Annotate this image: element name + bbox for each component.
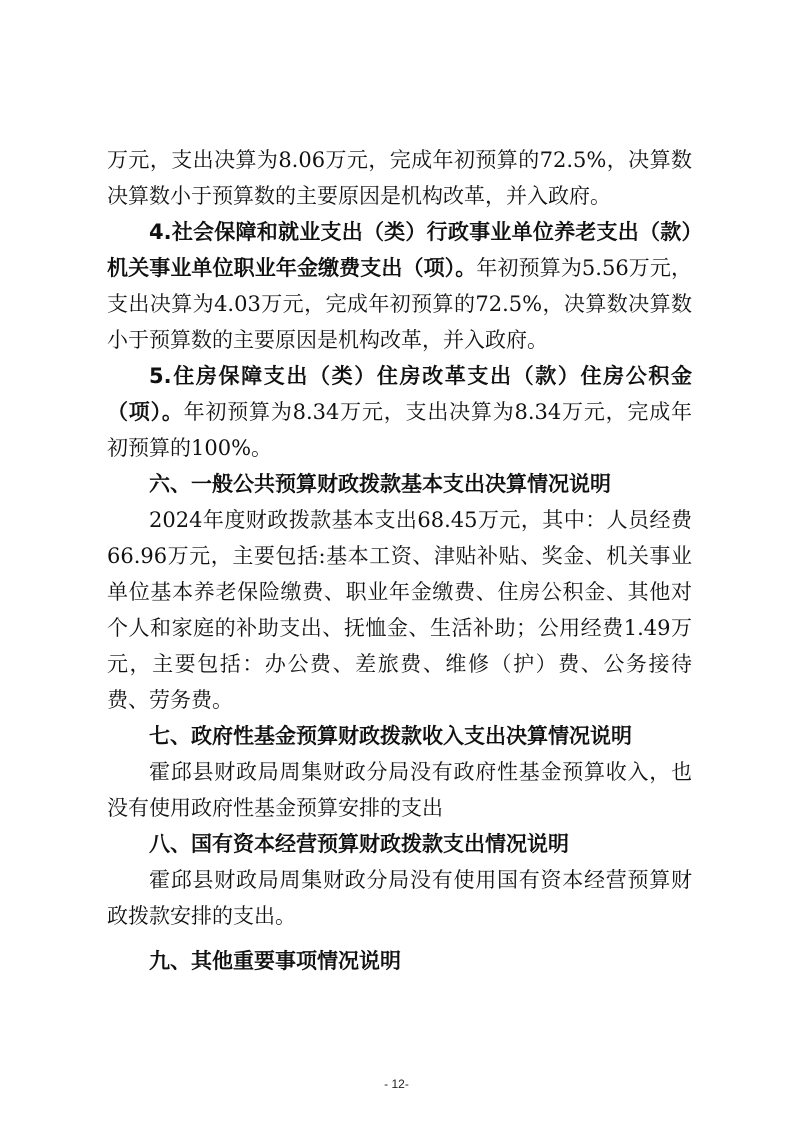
paragraph-item-4 (107, 214, 692, 358)
page-body (107, 142, 692, 979)
section-heading-6: 六、一般公共预算财政拨款基本支出决算情况说明 (149, 472, 611, 496)
section-7-text: 霍邱县财政局周集财政分局没有政府性基金预算收入，也没有使用政府性基金预算安排的支出 (107, 760, 692, 820)
item-5-heading: 5.住房保障支出（类）住房改革支出（款）住房公积金（项）。 (107, 364, 692, 424)
item-5-text: 年初预算为8.34万元，支出决算为8.34万元，完成年初预算的100%。 (107, 400, 693, 460)
item-4-heading: 4.社会保障和就业支出（类）行政事业单位养老支出（款）机关事业单位职业年金缴费支出（项）。 (107, 220, 692, 280)
paragraph-item-5 (107, 358, 692, 466)
section-8-text: 霍邱县财政局周集财政分局没有使用国有资本经营预算财政拨款安排的支出。 (107, 868, 692, 928)
section-heading-8: 八、国有资本经营预算财政拨款支出情况说明 (149, 832, 569, 856)
paragraph-continuation: 万元，支出决算为8.06万元，完成年初预算的72.5%，决算数决算数小于预算数的主要原因是机构改革，并入政府。 (107, 148, 692, 208)
section-6-text: 2024年度财政拨款基本支出68.45万元，其中：人员经费66.96万元，主要包括:基本工资、津贴补贴、奖金、机关事业单位基本养老保险缴费、职业年金缴费、住房公积金、其他对个人和家庭的补助支出、抚恤金、生活补助；公用经费1.49万元，主要包括：办公费、差旅费、维修（护）费、公务接待费、劳务费。 (107, 508, 692, 712)
page-number: - 12- (384, 1077, 409, 1091)
item-4-text: 年初预算为5.56万元，支出决算为4.03万元，完成年初预算的72.5%，决算数决算数小于预算数的主要原因是机构改革，并入政府。 (107, 256, 693, 352)
section-heading-7: 七、政府性基金预算财政拨款收入支出决算情况说明 (149, 724, 632, 748)
section-heading-9: 九、其他重要事项情况说明 (149, 949, 401, 973)
